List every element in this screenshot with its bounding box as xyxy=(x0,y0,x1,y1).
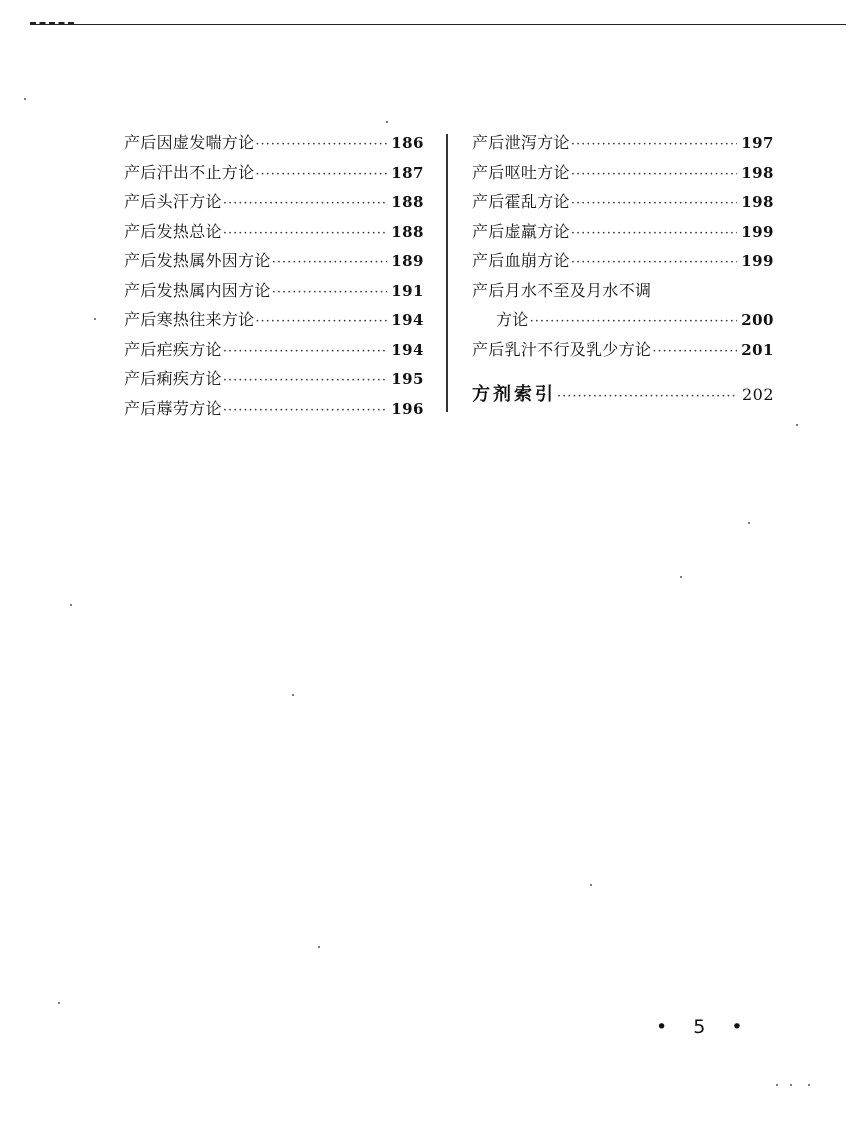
toc-entry-title: 产后发热属内因方论 xyxy=(124,280,271,300)
toc-entry-continuation xyxy=(472,307,774,337)
toc-entry xyxy=(124,219,424,249)
header-rule-dash xyxy=(30,22,74,24)
toc-index-entry xyxy=(472,380,774,410)
toc-entry-page: 195 xyxy=(391,370,424,388)
scan-speck xyxy=(94,318,96,320)
toc-entry xyxy=(472,160,774,190)
toc-entry xyxy=(124,189,424,219)
toc-entry-title: 产后疟疾方论 xyxy=(124,339,222,359)
dot-leader xyxy=(272,285,387,300)
dot-leader xyxy=(223,344,387,359)
toc-entry xyxy=(124,307,424,337)
toc-entry-page: 198 xyxy=(741,163,774,182)
toc-entry xyxy=(124,160,424,190)
scan-speck xyxy=(70,604,72,606)
toc-entry-page: 196 xyxy=(391,399,424,418)
toc-entry-title: 产后发热属外因方论 xyxy=(124,251,271,270)
index-title: 方剂索引 xyxy=(472,384,556,405)
toc-entry xyxy=(124,248,424,278)
scan-speck xyxy=(748,522,750,524)
toc-entry-title: 产后痢疾方论 xyxy=(124,369,222,388)
toc-entry-page: 194 xyxy=(391,311,424,329)
scan-speck xyxy=(808,1084,810,1086)
toc-entry xyxy=(472,130,774,160)
dot-leader xyxy=(571,196,737,211)
toc-entry-title: 产后血崩方论 xyxy=(472,251,570,270)
dot-leader xyxy=(223,373,387,388)
page-number: • 5 • xyxy=(656,1016,753,1038)
toc-entry xyxy=(124,130,424,160)
dot-leader xyxy=(530,314,738,329)
toc-entry-title: 产后呕吐方论 xyxy=(472,162,570,182)
toc-entry-page: 201 xyxy=(741,340,774,359)
toc-entry-title: 产后霍乱方论 xyxy=(472,192,570,211)
toc-right-column xyxy=(472,130,774,410)
toc-entry xyxy=(472,219,774,249)
dot-leader xyxy=(571,167,737,182)
toc-entry-page: 199 xyxy=(741,222,774,241)
toc-entry-title: 产后虚羸方论 xyxy=(472,221,570,241)
toc-entry-page: 197 xyxy=(741,134,774,152)
dot-leader xyxy=(571,255,737,270)
scan-speck xyxy=(796,424,798,426)
scan-speck xyxy=(680,576,682,578)
dot-leader xyxy=(223,226,387,241)
scan-speck xyxy=(318,946,320,948)
dot-leader xyxy=(272,255,387,270)
toc-entry-title: 产后汗出不止方论 xyxy=(124,162,255,182)
dot-leader xyxy=(652,344,737,359)
toc-entry-title: 产后头汗方论 xyxy=(124,192,222,211)
dot-leader xyxy=(255,167,387,182)
scan-speck xyxy=(386,121,388,123)
toc-entry-page: 186 xyxy=(391,134,424,152)
dot-leader xyxy=(571,226,737,241)
toc-entry-title: 产后寒热往来方论 xyxy=(124,310,255,329)
toc-entry-page: 199 xyxy=(741,252,774,270)
toc-entry xyxy=(124,366,424,396)
column-divider xyxy=(446,134,448,412)
toc-entry xyxy=(472,248,774,278)
toc-left-column xyxy=(124,130,424,425)
toc-entry-page: 200 xyxy=(741,311,774,329)
index-page: 202 xyxy=(741,385,774,404)
toc-entry-page: 188 xyxy=(391,193,424,211)
toc-entry xyxy=(472,337,774,367)
scan-speck xyxy=(24,98,26,100)
toc-entry-title: 产后发热总论 xyxy=(124,221,222,241)
toc-entry-page: 189 xyxy=(391,252,424,270)
scan-speck xyxy=(292,694,294,696)
toc-entry-title: 方论 xyxy=(496,310,529,329)
toc-entry-title: 产后因虚发喘方论 xyxy=(124,133,255,152)
toc-entry-title: 产后泄泻方论 xyxy=(472,133,570,152)
header-rule xyxy=(30,24,846,25)
scan-speck xyxy=(590,884,592,886)
toc-entry-page: 198 xyxy=(741,193,774,211)
toc-entry-page: 194 xyxy=(391,340,424,359)
dot-leader xyxy=(255,314,387,329)
dot-leader xyxy=(255,137,387,152)
scan-speck xyxy=(776,1084,778,1086)
toc-entry-page: 188 xyxy=(391,222,424,241)
toc-entry-page: 187 xyxy=(391,163,424,182)
toc-entry xyxy=(472,189,774,219)
toc-entry xyxy=(124,278,424,308)
toc-entry-title: 产后蓐劳方论 xyxy=(124,398,222,418)
toc-entry xyxy=(124,337,424,367)
dot-leader xyxy=(223,196,387,211)
toc-entry-title: 产后乳汁不行及乳少方论 xyxy=(472,339,652,359)
scan-speck xyxy=(790,1084,792,1086)
toc-entry xyxy=(472,278,774,308)
toc-entry xyxy=(124,396,424,426)
dot-leader xyxy=(557,389,738,404)
toc-entry-page: 191 xyxy=(391,281,424,300)
dot-leader xyxy=(571,137,737,152)
dot-leader xyxy=(223,403,387,418)
toc-entry-title: 产后月水不至及月水不调 xyxy=(472,280,652,300)
scan-speck xyxy=(58,1002,60,1004)
